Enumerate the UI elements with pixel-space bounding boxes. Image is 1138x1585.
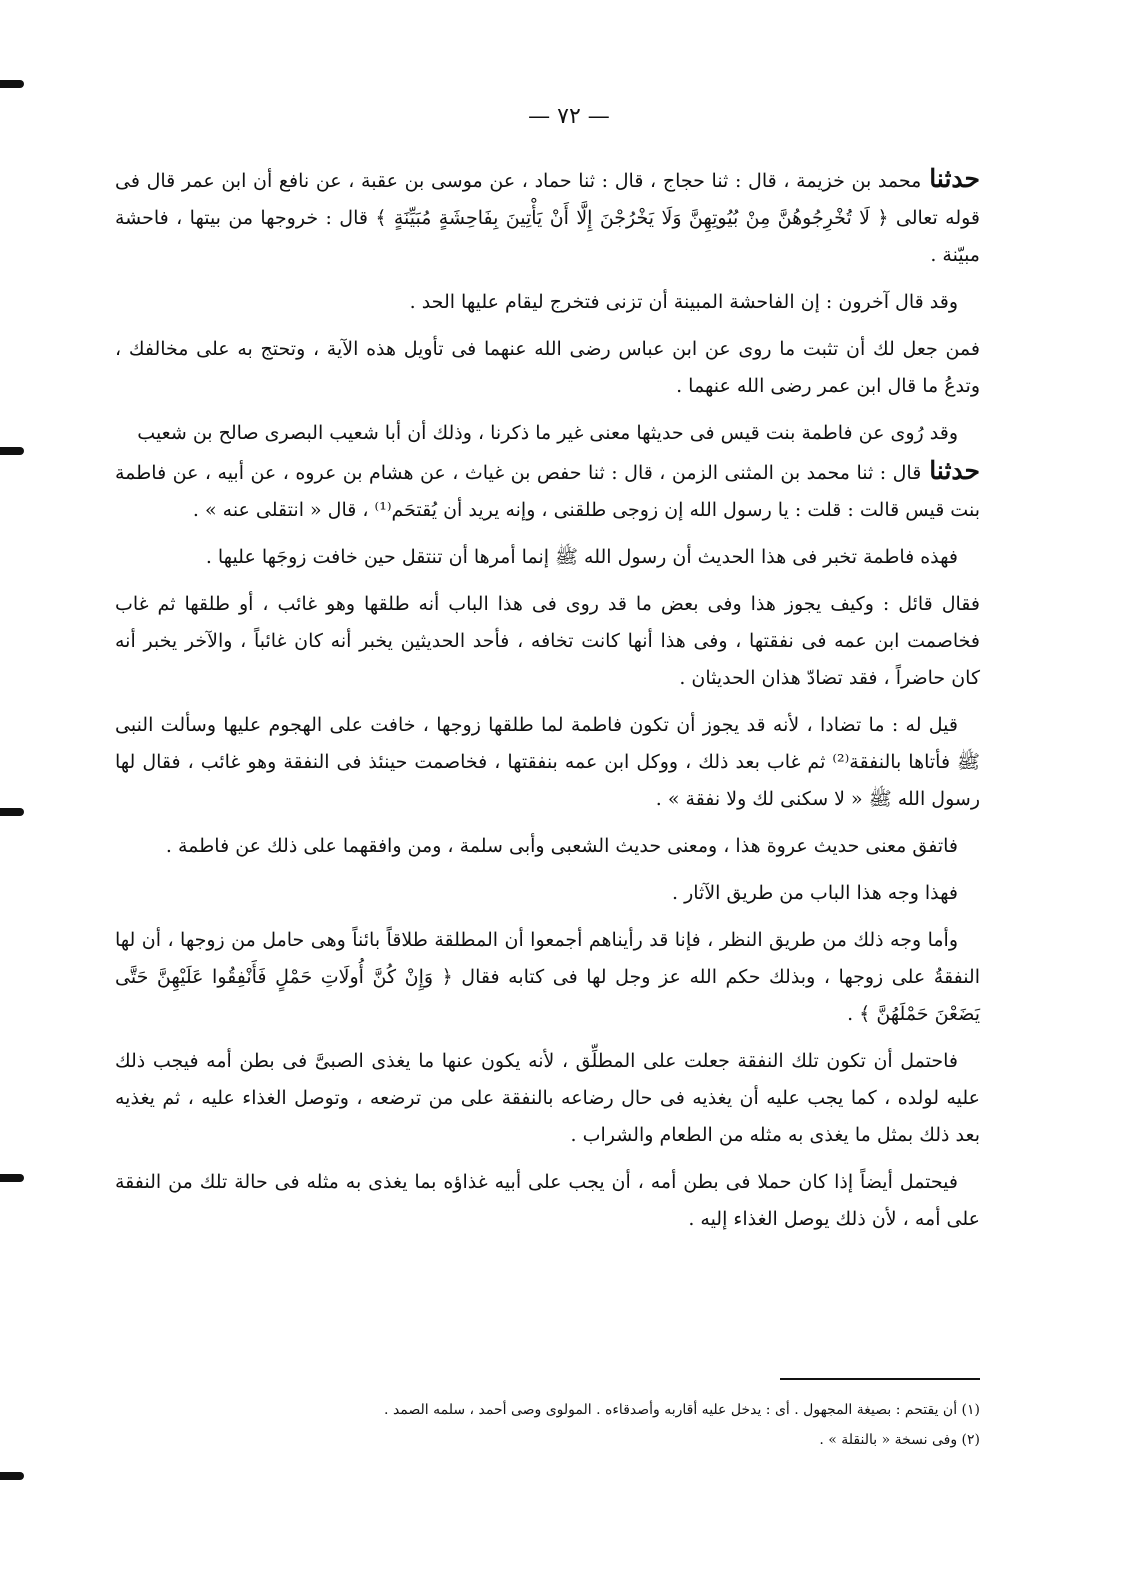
paragraph-text: قيل له : ما تضادا ، لأنه قد يجوز أن تكون فاطمة لما طلقها زوجها ، خافت على الهجوم عليها وسألت النبى ﷺ فأتاها بالنفقة⁽²⁾ ثم غاب بعد ذلك ، ووكل ابن عمه بنفقتها ، فخاصمت حينئذ فى النفقة وهو غائب ، فقال لها رسول الله ﷺ « لا سكنى لك ولا نفقة » . [115,714,980,810]
paragraph [115,875,980,912]
paragraph-text: وقد رُوى عن فاطمة بنت قيس فى حديثها معنى غير ما ذكرنا ، وذلك أن أبا شعيب البصرى صالح بن شعيب [137,422,958,444]
paragraph-keyword: حدثنا [929,164,980,193]
paragraph-text: فهذا وجه هذا الباب من طريق الآثار . [671,882,958,904]
paragraph-text: فاتفق معنى حديث عروة هذا ، ومعنى حديث الشعبى وأبى سلمة ، ومن وافقهما على ذلك عن فاطمة . [165,835,958,857]
paragraph-text: محمد بن خزيمة ، قال : ثنا حجاج ، قال : ثنا حماد ، عن موسى بن عقبة ، عن نافع أن ابن عمر قال فى قوله تعالى ﴿ لَا تُخْرِجُوهُنَّ مِنْ بُيُوتِهِنَّ وَلَا يَخْرُجْنَ إِلَّا أَنْ يَأْتِينَ بِفَاحِشَةٍ مُبَيِّنَةٍ ﴾ قال : خروجها من بيتها ، فاحشة مبيّنة . [115,170,980,266]
paragraph-text: فيحتمل أيضاً إذا كان حملا فى بطن أمه ، أن يجب على أبيه غذاؤه بما يغذى به مثله فى حالة تلك من النفقة على أمه ، لأن ذلك يوصل الغذاء إليه . [115,1171,980,1230]
paragraph [115,828,980,865]
page-edge-mark [0,1174,24,1182]
paragraph-text: فاحتمل أن تكون تلك النفقة جعلت على المطلِّق ، لأنه يكون عنها ما يغذى الصبىَّ فى بطن أمه فيجب ذلك عليه لولده ، كما يجب عليه أن يغذيه فى حال رضاعه بالنفقة على من ترضعه ، وتوصل الغذاء عليه ، ثم يغذيه بعد ذلك بمثل ما يغذى به مثله من الطعام والشراب . [115,1050,980,1146]
page-edge-mark [0,808,24,816]
footnote-divider [780,1378,980,1380]
footnotes [180,1395,980,1455]
page-edge-mark [0,1472,24,1480]
paragraph [115,415,980,452]
page-number: — ٧٢ — [528,104,610,129]
paragraph [115,1164,980,1238]
paragraph [115,160,980,274]
paragraph [115,922,980,1033]
body-text [115,160,980,1248]
paragraph-text: قال : ثنا محمد بن المثنى الزمن ، قال : ثنا حفص بن غياث ، عن هشام بن عروه ، عن أبيه ، عن فاطمة بنت قيس قالت : قلت : يا رسول الله إن زوجى طلقنى ، وإنه يريد أن يُقتحَم⁽¹⁾ ، قال « انتقلى عنه » . [115,462,980,521]
paragraph-text: فقال قائل : وكيف يجوز هذا وفى بعض ما قد روى فى هذا الباب أنه طلقها وهو غائب ، أو طلقها ثم غاب فخاصمت ابن عمه فى نفقتها ، وفى هذا أنها كانت تخافه ، فأحد الحديثين يخبر أنه كان غائباً ، والآخر يخبر أنه كان حاضراً ، فقد تضادّ هذان الحديثان . [115,593,980,689]
paragraph [115,586,980,697]
paragraph-text: وأما وجه ذلك من طريق النظر ، فإنا قد رأيناهم أجمعوا أن المطلقة طلاقاً بائناً وهى حامل من زوجها ، أن لها النفقةُ على زوجها ، وبذلك حكم الله عز وجل لها فى كتابه فقال ﴿ وَإِنْ كُنَّ أُولَاتِ حَمْلٍ فَأَنْفِقُوا عَلَيْهِنَّ حَتَّى يَضَعْنَ حَمْلَهُنَّ ﴾ . [115,929,980,1025]
paragraph-text: فهذه فاطمة تخبر فى هذا الحديث أن رسول الله ﷺ إنما أمرها أن تنتقل حين خافت زوجَها عليها . [205,546,958,568]
paragraph-keyword: حدثنا [929,456,980,485]
page-edge-mark [0,80,24,88]
paragraph-text: وقد قال آخرون : إن الفاحشة المبينة أن تزنى فتخرج ليقام عليها الحد . [409,291,958,313]
paragraph [115,707,980,818]
paragraph [115,331,980,405]
footnote: (١) أن يقتحم : بصيغة المجهول . أى : يدخل عليه أقاربه وأصدقاءه . المولوى وصى أحمد ، سلمه الصمد . [384,1402,980,1418]
paragraph [115,452,980,529]
footnote: (٢) وفى نسخة « بالنقلة » . [819,1432,980,1448]
paragraph [115,539,980,576]
paragraph [115,284,980,321]
page-edge-mark [0,447,24,455]
paragraph [115,1043,980,1154]
paragraph-text: فمن جعل لك أن تثبت ما روى عن ابن عباس رضى الله عنهما فى تأويل هذه الآية ، وتحتج به على مخالفك ، وتدعُ ما قال ابن عمر رضى الله عنهما . [115,338,980,397]
